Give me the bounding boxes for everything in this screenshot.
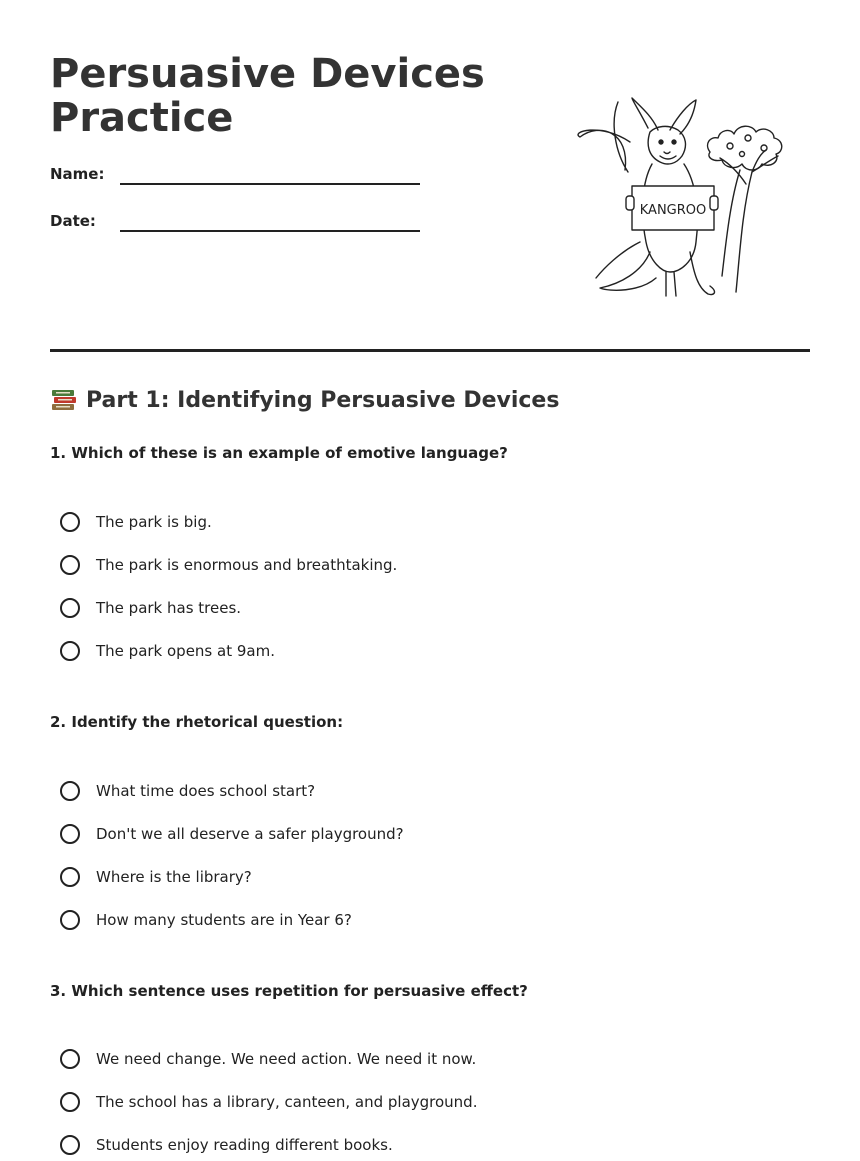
q2-option-d[interactable] (60, 907, 352, 933)
q1-option-b[interactable] (60, 552, 397, 578)
header-divider (50, 349, 810, 352)
name-label: Name: (50, 165, 105, 183)
q1-option-a[interactable] (60, 509, 212, 535)
date-field[interactable] (50, 212, 420, 242)
radio-button[interactable] (60, 1049, 80, 1069)
q2-option-c[interactable] (60, 864, 252, 890)
q1-option-d[interactable] (60, 638, 275, 664)
date-line[interactable] (120, 230, 420, 232)
radio-button[interactable] (60, 867, 80, 887)
option-label: How many students are in Year 6? (96, 911, 352, 929)
page-title (50, 52, 510, 140)
radio-button[interactable] (60, 1135, 80, 1155)
question-2: 2. Identify the rhetorical question: (50, 713, 344, 731)
option-label: Students enjoy reading different books. (96, 1136, 393, 1154)
name-line[interactable] (120, 183, 420, 185)
q3-option-a[interactable] (60, 1046, 476, 1072)
radio-button[interactable] (60, 910, 80, 930)
option-label: Where is the library? (96, 868, 252, 886)
radio-button[interactable] (60, 598, 80, 618)
q2-option-a[interactable] (60, 778, 315, 804)
option-label: The park has trees. (96, 599, 242, 617)
radio-button[interactable] (60, 641, 80, 661)
title-line-2: Practice (50, 95, 234, 141)
q1-option-c[interactable] (60, 595, 241, 621)
section-heading-text: Part 1: Identifying Persuasive Devices (86, 387, 560, 413)
q3-option-b[interactable] (60, 1089, 477, 1115)
radio-button[interactable] (60, 555, 80, 575)
title-line-1: Persuasive Devices (50, 51, 485, 97)
option-label: What time does school start? (96, 782, 316, 800)
question-3: 3. Which sentence uses repetition for persuasive effect? (50, 982, 528, 1000)
option-label: The park is big. (96, 513, 212, 531)
question-1: 1. Which of these is an example of emotive language? (50, 444, 508, 462)
books-icon (50, 386, 78, 414)
kangaroo-illustration (570, 92, 790, 302)
option-label: The park is enormous and breathtaking. (96, 556, 398, 574)
q3-option-c[interactable] (60, 1132, 393, 1158)
option-label: Don't we all deserve a safer playground? (96, 825, 404, 843)
radio-button[interactable] (60, 1092, 80, 1112)
name-field[interactable] (50, 165, 420, 195)
radio-button[interactable] (60, 781, 80, 801)
option-label: The park opens at 9am. (96, 642, 275, 660)
section-heading (50, 386, 559, 414)
radio-button[interactable] (60, 512, 80, 532)
option-label: The school has a library, canteen, and playground. (96, 1093, 478, 1111)
radio-button[interactable] (60, 824, 80, 844)
option-label: We need change. We need action. We need it now. (96, 1050, 477, 1068)
date-label: Date: (50, 212, 96, 230)
q2-option-b[interactable] (60, 821, 404, 847)
sign-text: KANGROO (639, 203, 707, 218)
